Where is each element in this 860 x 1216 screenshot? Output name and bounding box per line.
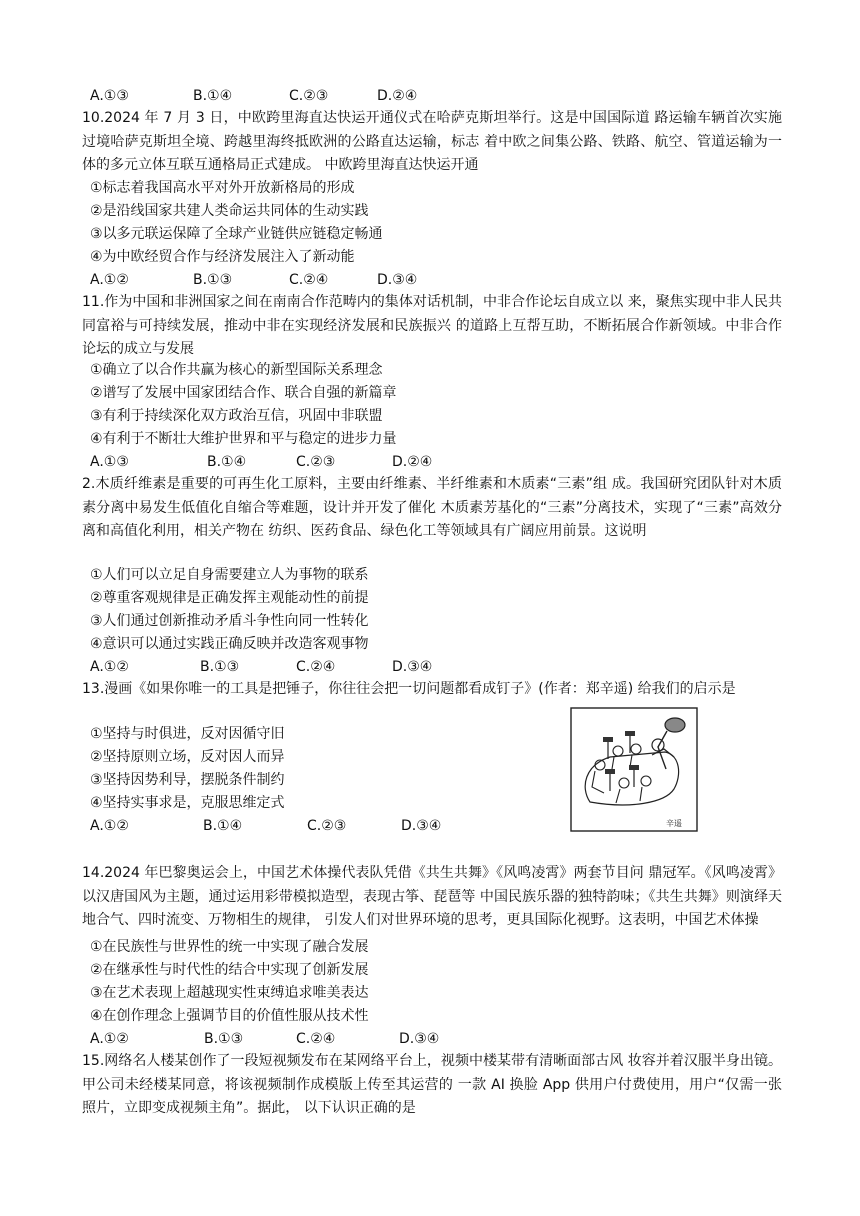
q10-statement-2: ②是沿线国家共建人类命运共同体的生动实践 bbox=[90, 203, 369, 219]
q9-option-c[interactable]: C.②③ bbox=[289, 88, 329, 104]
hammer-nail-cartoon bbox=[570, 707, 698, 832]
q15-stem: 15.网络名人楼某创作了一段短视频发布在某网络平台上，视频中楼某带有清晰面部古风 妆容并着汉服半身出镜。甲公司未经楼某同意，将该视频制作成模版上传至其运营的 一款 AI 换脸 App 供用户付费使用，用户“仅需一张照片，立即变成视频主角”。据此， 以下认识正确的是 bbox=[82, 1053, 782, 1116]
q10-stem: 10.2024 年 7 月 3 日，中欧跨里海直达快运开通仪式在哈萨克斯坦举行。这是中国国际道 路运输车辆首次实施过境哈萨克斯坦全境、跨越里海终抵欧洲的公路直达运输，标志 着中欧之间集公路、铁路、航空、管道运输为一体的多元立体互联互通格局正式建成。 中欧跨里海直达快运开通 bbox=[82, 110, 782, 173]
q11-statement-4: ④有利于不断壮大维护世界和平与稳定的进步力量 bbox=[90, 431, 397, 447]
q13-stem: 13.漫画《如果你唯一的工具是把锤子，你往往会把一切问题都看成钉子》(作者：郑辛遥) 给我们的启示是 bbox=[82, 681, 736, 697]
q11-option-b[interactable]: B.①④ bbox=[207, 454, 247, 470]
q11-statement-1: ①确立了以合作共赢为核心的新型国际关系理念 bbox=[90, 362, 383, 378]
q10-statement-4: ④为中欧经贸合作与经济发展注入了新动能 bbox=[90, 249, 355, 265]
q14-option-c[interactable]: C.②④ bbox=[296, 1031, 336, 1047]
q13-option-d[interactable]: D.③④ bbox=[401, 818, 442, 834]
q14-option-d[interactable]: D.③④ bbox=[399, 1031, 440, 1047]
q13-statement-3: ③坚持因势利导，摆脱条件制约 bbox=[90, 772, 285, 788]
q12-statement-2: ②尊重客观规律是正确发挥主观能动性的前提 bbox=[90, 590, 369, 606]
q12-stem: 2.木质纤维素是重要的可再生化工原料，主要由纤维素、半纤维素和木质素“三素”组 成。我国研究团队针对木质素分离中易发生低值化自缩合等难题，设计并开发了催化 木质素芳基化的“三素”分离技术，实现了“三素”高效分离和高值化利用，相关产物在 纺织、医药食品、绿色化工等领域具有广阔应用前景。这说明 bbox=[82, 476, 782, 539]
q12-option-a[interactable]: A.①② bbox=[90, 659, 129, 675]
q11-option-c[interactable]: C.②③ bbox=[296, 454, 336, 470]
q14-statement-1: ①在民族性与世界性的统一中实现了融合发展 bbox=[90, 939, 369, 955]
q13-statement-2: ②坚持原则立场，反对因人而异 bbox=[90, 749, 285, 765]
q14-option-a[interactable]: A.①② bbox=[90, 1031, 129, 1047]
q13-option-b[interactable]: B.①④ bbox=[203, 818, 243, 834]
q10-option-b[interactable]: B.①③ bbox=[193, 272, 233, 288]
q12-statement-1: ①人们可以立足自身需要建立人为事物的联系 bbox=[90, 567, 369, 583]
q11-statement-3: ③有利于持续深化双方政治互信，巩固中非联盟 bbox=[90, 408, 383, 424]
q14-stem: 14.2024 年巴黎奥运会上，中国艺术体操代表队凭借《共生共舞》《风鸣凌霄》两套节目问 鼎冠军。《风鸣凌霄》以汉唐国风为主题，通过运用彩带模拟造型，表现古筝、琵琶等 中国民族乐器的独特韵味；《共生共舞》则演绎天地合气、四时流变、万物相生的规律， 引发人们对世界环境的思考，更具国际化视野。这表明，中国艺术体操 bbox=[82, 865, 782, 928]
cartoon-signature: 辛遥 bbox=[666, 819, 682, 828]
q12-option-d[interactable]: D.③④ bbox=[392, 659, 433, 675]
q12-option-c[interactable]: C.②④ bbox=[296, 659, 336, 675]
q10-statement-1: ①标志着我国高水平对外开放新格局的形成 bbox=[90, 180, 355, 196]
q9-option-b[interactable]: B.①④ bbox=[193, 88, 233, 104]
q10-statement-3: ③以多元联运保障了全球产业链供应链稳定畅通 bbox=[90, 226, 383, 242]
q9-option-d[interactable]: D.②④ bbox=[377, 88, 418, 104]
q12-statement-4: ④意识可以通过实践正确反映并改造客观事物 bbox=[90, 636, 369, 652]
q13-statement-1: ①坚持与时俱进，反对因循守旧 bbox=[90, 726, 285, 742]
q11-statement-2: ②谱写了发展中国家团结合作、联合自强的新篇章 bbox=[90, 385, 397, 401]
q12-option-b[interactable]: B.①③ bbox=[200, 659, 240, 675]
q11-option-d[interactable]: D.②④ bbox=[392, 454, 433, 470]
q14-statement-4: ④在创作理念上强调节目的价值性服从技术性 bbox=[90, 1008, 369, 1024]
q11-option-a[interactable]: A.①③ bbox=[90, 454, 129, 470]
q14-statement-3: ③在艺术表现上超越现实性束缚追求唯美表达 bbox=[90, 985, 369, 1001]
q10-option-a[interactable]: A.①② bbox=[90, 272, 129, 288]
q10-option-d[interactable]: D.③④ bbox=[377, 272, 418, 288]
q13-statement-4: ④坚持实事求是，克服思维定式 bbox=[90, 795, 285, 811]
q12-statement-3: ③人们通过创新推动矛盾斗争性向同一性转化 bbox=[90, 613, 369, 629]
q11-stem: 11.作为中国和非洲国家之间在南南合作范畴内的集体对话机制，中非合作论坛自成立以 来，聚焦实现中非人民共同富裕与可持续发展，推动中非在实现经济发展和民族振兴 的道路上互帮互助，不断拓展合作新领域。中非合作论坛的成立与发展 bbox=[82, 294, 782, 357]
q14-option-b[interactable]: B.①③ bbox=[204, 1031, 244, 1047]
q10-option-c[interactable]: C.②④ bbox=[289, 272, 329, 288]
q14-statement-2: ②在继承性与时代性的结合中实现了创新发展 bbox=[90, 962, 369, 978]
q13-option-c[interactable]: C.②③ bbox=[307, 818, 347, 834]
q13-option-a[interactable]: A.①② bbox=[90, 818, 129, 834]
q9-option-a[interactable]: A.①③ bbox=[90, 88, 129, 104]
